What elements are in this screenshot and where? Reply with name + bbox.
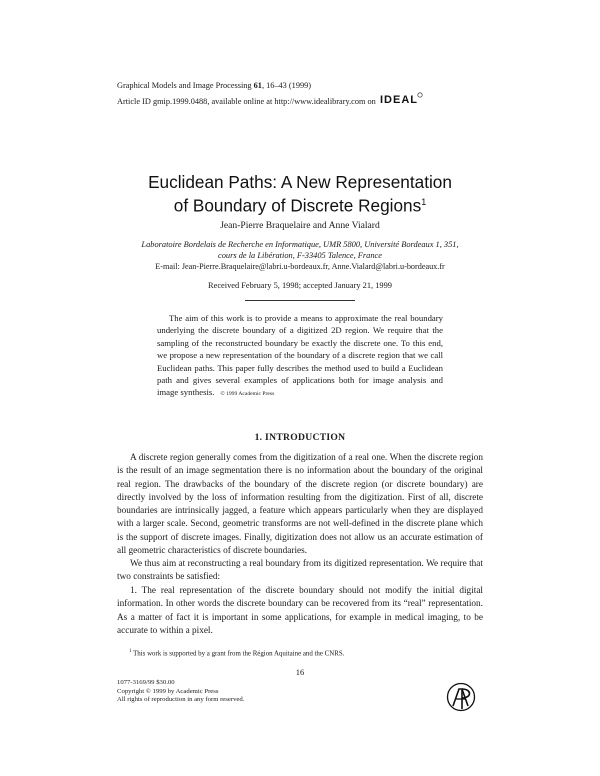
title-footnote-mark: 1 (421, 197, 427, 207)
footnote-mark: 1 (129, 649, 132, 654)
author-email: E-mail: Jean-Pierre.Braquelaire@labri.u-bordeaux.fr, Anne.Vialard@labri.u-bordeaux.fr (155, 262, 445, 271)
article-id-line (117, 92, 424, 110)
paper-title (60, 172, 540, 216)
imprint-copyright: Copyright © 1999 by Academic Press (117, 687, 219, 695)
article-id: Article ID gmip.1999.0488, available online at http://www.idealibrary.com on (117, 96, 376, 106)
journal-pages: , 16–43 (1999) (261, 81, 312, 90)
footnote (129, 649, 344, 657)
imprint-rights: All rights of reproduction in any form reserved. (117, 696, 245, 704)
imprint-issn: 1077-3169/99 $30.00 (117, 679, 175, 686)
page-number: 16 (295, 667, 305, 677)
divider-rule (245, 300, 355, 301)
ideal-logo-icon (380, 92, 424, 110)
abstract-text: The aim of this work is to provide a means to approximate the real boundary underlying the discrete boundary of a digitized 2D region. We require that the sampling of the reconstructed boundary be exactly the discrete one. To this end, we propose a new representation of the boundary of a discrete region that we call Euclidean paths. This paper fully describes the method used to build a Euclidean path and gives several examples of applications both for image analysis and image synthesis. (157, 313, 443, 398)
body-paragraph: 1. The real representation of the discrete boundary should not modify the initial digital information. In other words the discrete boundary can be recovered from its “real” representation. As a matter of fact it is important in some applications, for example in medical imaging, to be accurate to within a pixel. (117, 586, 483, 636)
affiliation (60, 239, 540, 261)
ideal-logo-text: IDEAL (379, 93, 418, 106)
affiliation-line-2: cours de la Libération, F-33405 Talence, France (218, 251, 382, 261)
imprint (117, 679, 244, 705)
abstract (157, 312, 443, 401)
footnote-text: This work is supported by a grant from the Région Aquitaine and the CNRS. (131, 650, 345, 658)
body-paragraph: A discrete region generally comes from the digitization of a real one. When the discrete region is the result of an image segmentation there is no information about the boundary of the original real region. The drawbacks of the boundary of the discrete region (or discrete boundary) are directly involved by the loss of information resulting from the digitization. First of all, discrete boundaries are intrinsically jagged, a feature which appears particularly when they are displayed with a larger scale. Second, geometric transforms are not well-defined in the discrete plane which is the support of discrete images. Finally, digitization does not allow us an accurate estimation of all geometric characteristics of discrete boundaries. (117, 453, 483, 557)
authors: Jean-Pierre Braquelaire and Anne Vialard (220, 220, 380, 231)
abstract-copyright: © 1999 Academic Press (220, 391, 275, 398)
journal-name: Graphical Models and Image Processing (117, 81, 254, 90)
received-dates: Received February 5, 1998; accepted January 21, 1999 (208, 281, 392, 290)
academic-press-logo-icon (446, 681, 476, 718)
affiliation-line-1: Laboratoire Bordelais de Recherche en Informatique, UMR 5800, Université Bordeaux 1, 351, (141, 240, 459, 249)
title-line-1: Euclidean Paths: A New Representation (148, 172, 452, 192)
body-paragraph: We thus aim at reconstructing a real boundary from its digitized representation. We require that two constraints be satisfied: (117, 559, 483, 583)
journal-citation (117, 80, 424, 92)
journal-header (117, 80, 424, 109)
title-line-2: of Boundary of Discrete Regions$^1$ (173, 195, 427, 216)
section-heading: 1. INTRODUCTION (254, 432, 346, 443)
journal-volume: 61 (253, 81, 262, 90)
